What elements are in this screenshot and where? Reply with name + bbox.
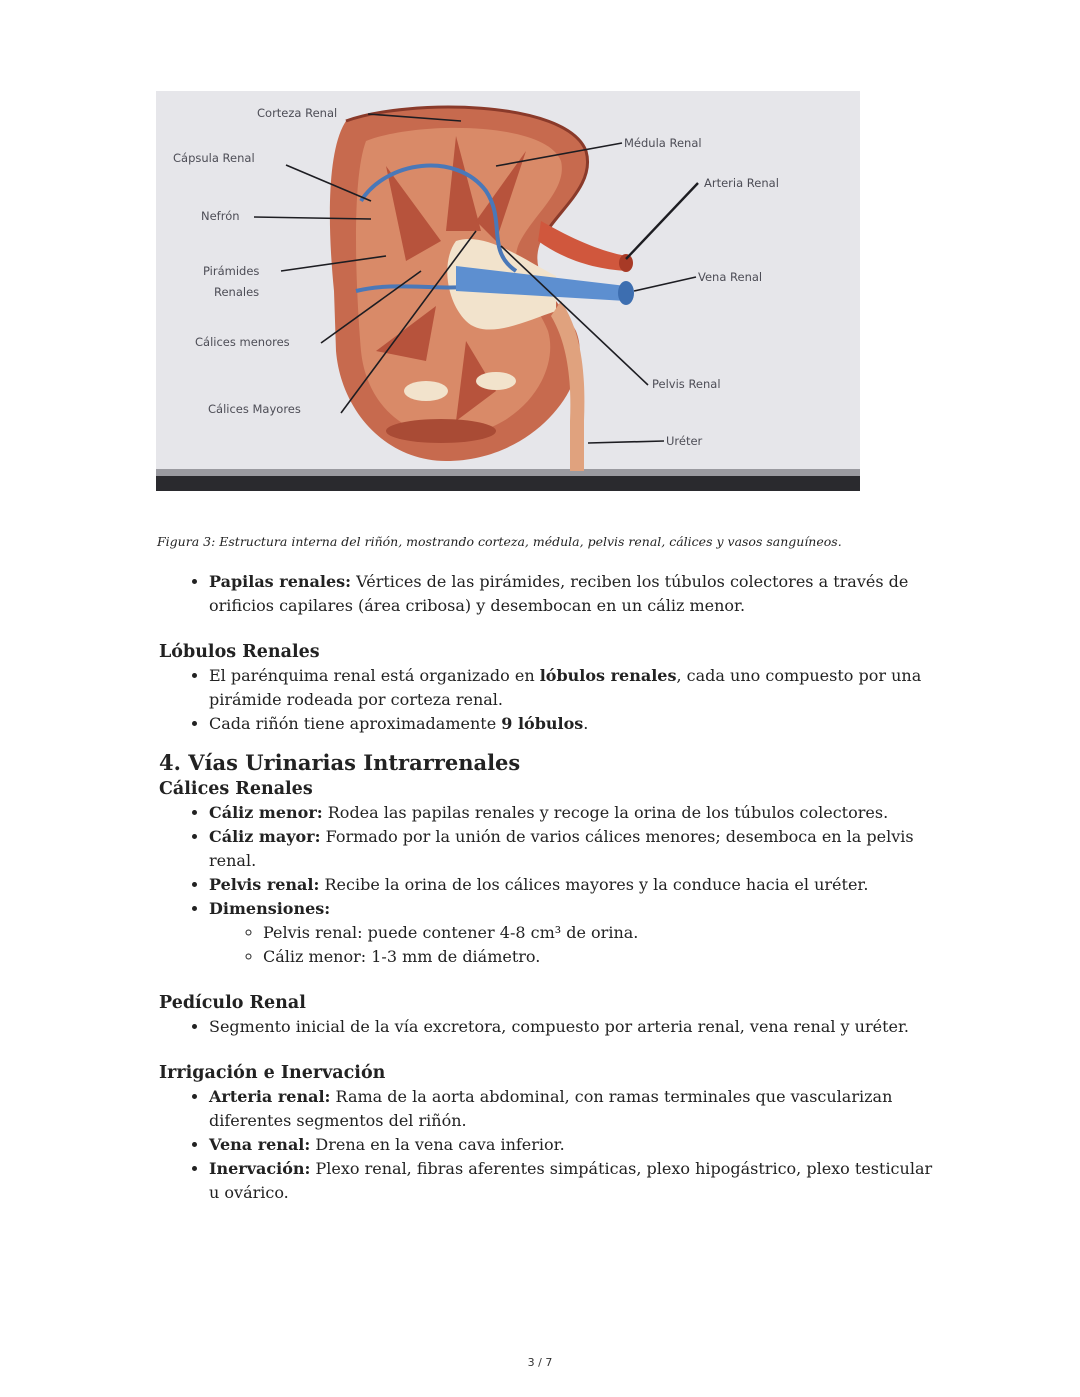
label-pelvis: Pelvis Renal [652,377,721,391]
heading-section-4: 4. Vías Urinarias Intrarrenales [159,750,521,775]
heading-lobulos: Lóbulos Renales [159,642,320,662]
label-medula: Médula Renal [624,136,702,150]
label-corteza: Corteza Renal [257,106,338,120]
sublist-item: ◦ Cáliz menor: 1-3 mm de diámetro. [263,945,939,969]
label-arteria: Arteria Renal [704,176,779,190]
list-item: • Dimensiones: ◦ Pelvis renal: puede contener 4-8 cm³ de orina. ◦ Cáliz menor: 1-3 mm de diámetro. [209,897,939,969]
heading-irrigacion: Irrigación e Inervación [159,1063,386,1083]
list-item: • Cáliz mayor: Formado por la unión de varios cálices menores; desemboca en la pelvis renal. [209,825,939,873]
figure-caption: Figura 3: Estructura interna del riñón, mostrando corteza, médula, pelvis renal, cálices y vasos sanguíneos. [157,534,842,549]
kidney-figure [156,91,860,491]
label-piramides-1: Pirámides [203,264,260,278]
label-capsula: Cápsula Renal [173,151,255,165]
dimensiones-sublist [209,921,939,969]
calices-list [159,801,939,969]
label-ureter: Uréter [666,434,703,448]
label-calices-mayores: Cálices Mayores [208,402,301,416]
papilas-list [159,570,939,618]
list-item: • Vena renal: Drena en la vena cava inferior. [209,1133,939,1157]
label-vena: Vena Renal [698,270,763,284]
list-item: • Cáliz menor: Rodea las papilas renales y recoge la orina de los túbulos colectores. [209,801,939,825]
list-item: • Pelvis renal: Recibe la orina de los cálices mayores y la conduce hacia el uréter. [209,873,939,897]
document-body [159,570,939,1205]
list-item: • El parénquima renal está organizado en lóbulos renales, cada uno compuesto por una pirámide rodeada por corteza renal. [209,664,939,712]
heading-calices: Cálices Renales [159,779,313,799]
pediculo-list [159,1015,939,1039]
label-calices-menores: Cálices menores [195,335,290,349]
label-nefron: Nefrón [201,209,240,223]
renal-artery-shape [538,221,626,271]
lobulos-list [159,664,939,736]
heading-pediculo: Pedículo Renal [159,993,306,1013]
kidney-diagram [156,91,860,491]
sublist-item: ◦ Pelvis renal: puede contener 4-8 cm³ de orina. [263,921,939,945]
list-item: • Cada riñón tiene aproximadamente 9 lóbulos. [209,712,939,736]
label-piramides-2: Renales [214,285,260,299]
list-item: • Inervación: Plexo renal, fibras aferentes simpáticas, plexo hipogástrico, plexo testicular u ovárico. [209,1157,939,1205]
irrigacion-list [159,1085,939,1205]
list-item: • Papilas renales: Vértices de las pirámides, reciben los túbulos colectores a través de orificios capilares (área cribosa) y desembocan en un cáliz menor. [209,570,939,618]
list-item: • Segmento inicial de la vía excretora, compuesto por arteria renal, vena renal y uréter. [209,1015,939,1039]
page-number: 3 / 7 [527,1356,553,1369]
list-item: • Arteria renal: Rama de la aorta abdominal, con ramas terminales que vascularizan diferentes segmentos del riñón. [209,1085,939,1133]
